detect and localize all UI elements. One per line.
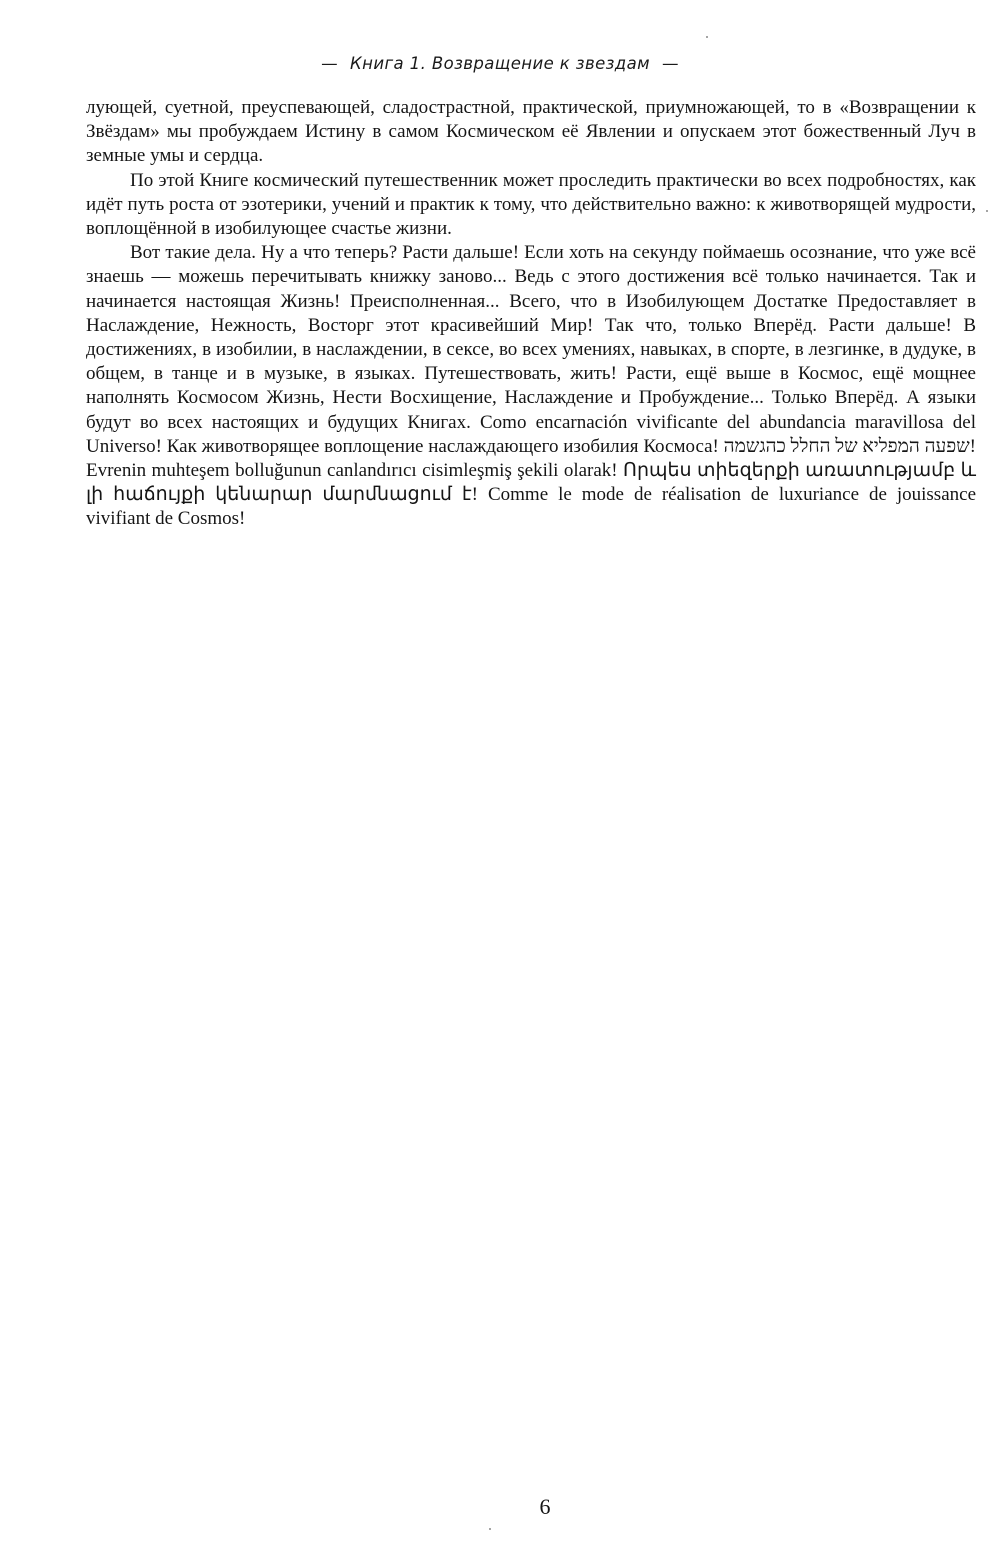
header-dash-right: —	[661, 54, 679, 73]
scan-speck	[489, 1528, 491, 1530]
running-header	[0, 54, 1000, 73]
page-number: 6	[539, 1494, 551, 1519]
paragraph: Вот такие дела. Ну а что теперь? Расти дальше! Если хоть на секунду поймаешь осознание, что уже всё знаешь — можешь перечитывать книжку заново... Ведь с этого достижения всё только начинается. Так и начинается настоящая Жизнь! Преисполненная... Всего, что в Изобилующем Достатке Предоставляет в Наслаждение, Нежность, Восторг этот красивейший Мир! Так что, только Вперёд. Расти дальше! В достижениях, в изобилии, в наслаждении, в сексе, во всех умениях, навыках, в спорте, в лезгинке, в дудуке, в общем, в танце и в музыке, в языках. Путешествовать, жить! Расти, ещё выше в Космос, ещё мощнее наполнять Космосом Жизнь, Нести Восхищение, Наслаждение и Пробуждение... Только Вперёд. А языки будут во всех настоящих и будущих Книгах. Como encarnación vivificante del abundancia maravillosa del Universo! Как животворящее воплощение наслаждающего изобилия Космоса! שפעה המפליא של החלל כהגשמה! Evrenin muhteşem bolluğunun canlandırıcı cisimleşmiş şekili olarak! Որպես տիեզերքի առատությամբ և լի հաճույքի կենարար մարմնացում է! Comme le mode de réalisation de luxuriance de jouissance vivifiant de Cosmos!	[86, 242, 976, 530]
header-dash-left: —	[321, 54, 339, 73]
body-text	[86, 96, 976, 532]
paragraph-continuation: лующей, суетной, преуспевающей, сладострастной, практической, приумножающей, то в «Возвращении к Звёздам» мы пробуждаем Истину в самом Космическом её Явлении и опускаем этот божественный Луч в земные умы и сердца.	[86, 97, 976, 167]
paragraph: По этой Книге космический путешественник может проследить практически во всех подробностях, как идёт путь роста от эзотерики, учений и практик к тому, что действительно важно: к животворящей мудрости, воплощённой в изобилующее счастье жизни.	[86, 169, 976, 240]
scan-speck	[706, 36, 708, 38]
running-header-title: Книга 1. Возвращение к звездам	[350, 54, 650, 73]
scan-speck	[986, 210, 988, 212]
